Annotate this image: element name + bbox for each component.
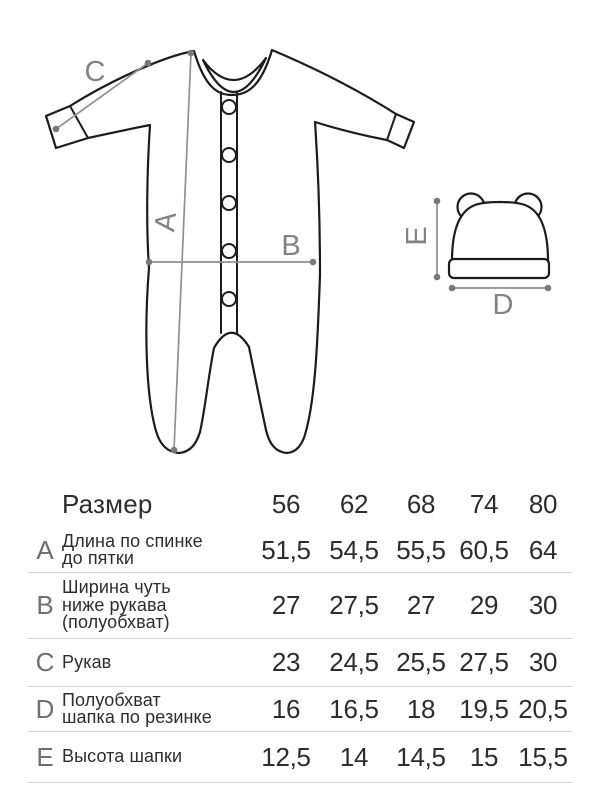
row-label-line: шапка по резинке bbox=[62, 707, 212, 727]
row-value: 15 bbox=[469, 741, 499, 772]
measure-dot bbox=[449, 285, 456, 292]
size-header: 80 bbox=[528, 488, 558, 519]
row-value: 24,5 bbox=[329, 647, 379, 677]
measure-dot bbox=[145, 60, 152, 67]
row-label-line: Высота шапки bbox=[62, 746, 183, 767]
label-e: E bbox=[401, 226, 433, 246]
measure-dot bbox=[545, 285, 552, 292]
hat-drawing bbox=[449, 194, 549, 279]
snap-button bbox=[222, 148, 236, 162]
row-label bbox=[62, 748, 252, 766]
table-row bbox=[28, 732, 572, 783]
row-value: 64 bbox=[528, 534, 558, 565]
row-letter: B bbox=[36, 590, 54, 620]
size-table bbox=[28, 480, 572, 783]
row-value: 27 bbox=[271, 590, 301, 620]
row-value: 29 bbox=[469, 590, 499, 620]
sleepsuit-drawing bbox=[46, 50, 414, 453]
label-a: A bbox=[149, 210, 183, 234]
size-header: 56 bbox=[271, 488, 301, 519]
label-d: D bbox=[492, 289, 514, 321]
table-row bbox=[28, 528, 572, 573]
row-value: 18 bbox=[406, 693, 436, 724]
row-value: 20,5 bbox=[518, 693, 568, 724]
row-value: 16,5 bbox=[329, 693, 379, 724]
measure-dot bbox=[188, 50, 195, 57]
table-row bbox=[28, 639, 572, 687]
snap-button bbox=[222, 100, 236, 114]
row-value: 14 bbox=[339, 741, 369, 772]
row-letter: A bbox=[36, 534, 54, 565]
row-value: 23 bbox=[271, 647, 301, 677]
row-label bbox=[62, 651, 252, 672]
table-header-row bbox=[28, 480, 572, 528]
row-label-line: Полуобхват bbox=[62, 689, 161, 710]
table-title: Размер bbox=[62, 488, 153, 519]
row-value: 15,5 bbox=[518, 741, 568, 772]
row-value: 30 bbox=[528, 590, 558, 620]
table-row bbox=[28, 573, 572, 639]
measure-dot bbox=[146, 259, 153, 266]
row-value: 27 bbox=[406, 590, 436, 620]
measure-dot bbox=[171, 447, 178, 454]
row-label-line: ниже рукава bbox=[62, 594, 167, 615]
row-value: 51,5 bbox=[261, 534, 311, 565]
row-label-line: до пятки bbox=[62, 548, 134, 568]
measure-dot bbox=[434, 198, 441, 205]
hat-band bbox=[449, 259, 549, 278]
row-value: 54,5 bbox=[329, 534, 379, 565]
row-value: 12,5 bbox=[261, 741, 311, 772]
snap-button bbox=[222, 244, 236, 258]
row-label-line: (полуобхват) bbox=[62, 612, 170, 633]
table-row bbox=[28, 687, 572, 732]
row-label bbox=[62, 530, 252, 568]
row-value: 19,5 bbox=[459, 693, 509, 724]
snap-button bbox=[222, 196, 236, 210]
measure-dot bbox=[53, 126, 60, 133]
row-label-line: Ширина чуть bbox=[62, 577, 171, 598]
hat-dome bbox=[452, 202, 548, 261]
size-header: 62 bbox=[339, 488, 369, 519]
row-letter: C bbox=[35, 647, 55, 677]
row-letter: D bbox=[35, 693, 55, 724]
row-value: 14,5 bbox=[396, 741, 446, 772]
size-header: 68 bbox=[406, 488, 436, 519]
row-letter: E bbox=[36, 741, 54, 772]
row-value: 30 bbox=[528, 647, 558, 677]
row-label bbox=[62, 579, 252, 632]
row-value: 27,5 bbox=[329, 590, 379, 620]
row-value: 27,5 bbox=[459, 647, 509, 677]
row-label bbox=[62, 689, 252, 727]
row-label-line: Длина по спинке bbox=[62, 530, 203, 551]
snap-button bbox=[222, 292, 236, 306]
row-value: 16 bbox=[271, 693, 301, 724]
row-value: 55,5 bbox=[396, 534, 446, 565]
label-c: C bbox=[84, 56, 106, 88]
measure-dot bbox=[434, 274, 441, 281]
row-value: 60,5 bbox=[459, 534, 509, 565]
measure-dot bbox=[310, 259, 317, 266]
row-label-line: Рукав bbox=[62, 651, 112, 672]
size-header: 74 bbox=[469, 488, 499, 519]
label-b: B bbox=[281, 230, 301, 262]
row-value: 25,5 bbox=[396, 647, 446, 677]
